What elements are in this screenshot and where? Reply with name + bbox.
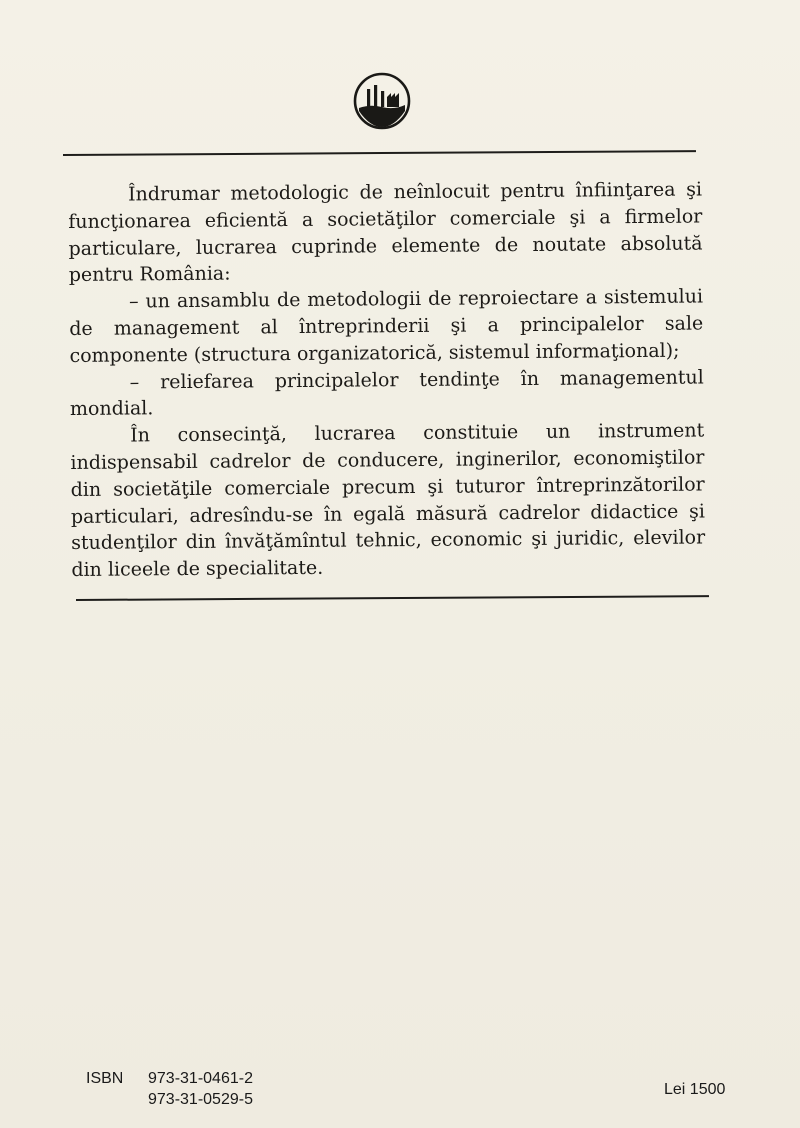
- isbn-number: 973-31-0529-5: [148, 1091, 253, 1108]
- intro-paragraph: Îndrumar metodologic de neînlocuit pentru înfiinţarea şi funcţionarea eficientă a societăţilor comerciale şi a firmelor particulare, lucrarea cuprinde elemente de noutate absolută pentru România:: [68, 178, 703, 287]
- list-item: – reliefarea principalelor tendinţe în managementul mondial.: [69, 366, 704, 421]
- isbn-label: ISBN: [86, 1070, 124, 1087]
- conclusion-paragraph: În consecinţă, lucrarea constituie un instrument indispensabil cadrelor de conducere, inginerilor, economiştilor din societăţile comerciale precum şi tuturor întreprinzătorilor particulari, adresîndu-se în egală măsură cadrelor didactice şi studenţilor din învăţămîntul tehnic, economic şi juridic, elevilor din liceele de specialitate.: [70, 419, 706, 582]
- price-label: Lei 1500: [664, 1081, 726, 1098]
- top-divider: [63, 150, 696, 156]
- bottom-divider: [76, 595, 709, 601]
- publisher-logo-icon: [352, 71, 412, 131]
- description-text: [68, 176, 705, 583]
- isbn-number: 973-31-0461-2: [148, 1070, 253, 1087]
- list-item: – un ansamblu de metodologii de reproiectare a sistemului de management al întreprinderii şi a principalelor sale componente (structura organizatorică, sistemul informaţional);: [69, 285, 704, 367]
